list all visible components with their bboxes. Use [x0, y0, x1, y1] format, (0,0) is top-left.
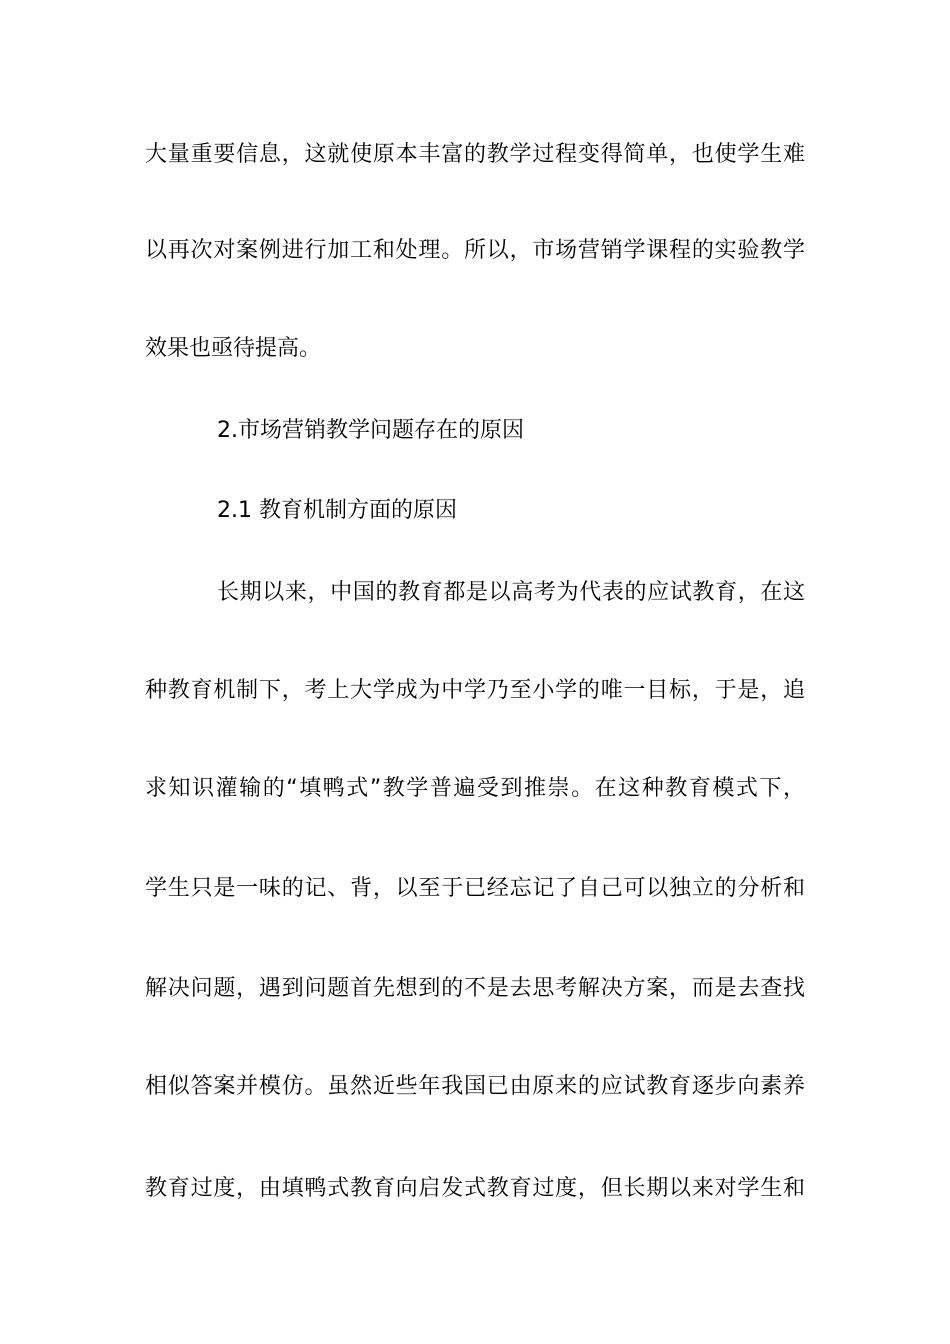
paragraph-2-line-6: 相似答案并模仿。虽然近些年我国已由原来的应试教育逐步向素养	[145, 1074, 805, 1099]
paragraph-2-line-7: 教育过度，由填鸭式教育向启发式教育过度，但长期以来对学生和	[145, 1176, 805, 1201]
paragraph-2-line-2: 种教育机制下，考上大学成为中学乃至小学的唯一目标，于是，追	[145, 678, 805, 703]
paragraph-2-line-3: 求知识灌输的“填鸭式”教学普遍受到推崇。在这种教育模式下，	[145, 776, 805, 801]
paragraph-2-line-1: 长期以来，中国的教育都是以高考为代表的应试教育，在这	[217, 580, 805, 605]
paragraph-1-line-3: 效果也亟待提高。	[145, 336, 322, 361]
paragraph-2-line-5: 解决问题，遇到问题首先想到的不是去思考解决方案，而是去查找	[145, 976, 805, 1001]
section-heading-2-1: 2.1 教育机制方面的原因	[217, 498, 457, 523]
section-heading-2: 2.市场营销教学问题存在的原因	[217, 418, 524, 443]
paragraph-1-line-2: 以再次对案例进行加工和处理。所以，市场营销学课程的实验教学	[145, 238, 805, 263]
paragraph-1-line-1: 大量重要信息，这就使原本丰富的教学过程变得简单，也使学生难	[145, 142, 805, 167]
paragraph-2-line-4: 学生只是一味的记、背，以至于已经忘记了自己可以独立的分析和	[145, 876, 805, 901]
